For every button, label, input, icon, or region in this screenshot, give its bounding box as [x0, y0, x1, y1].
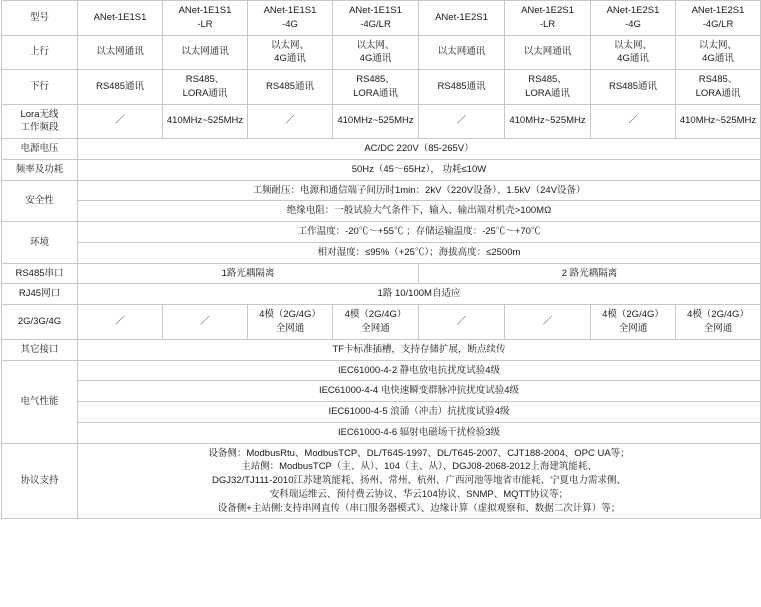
row-label-power-voltage: 电源电压 — [2, 139, 78, 160]
row-label-lora-band: Lora无线 工作频段 — [2, 104, 78, 139]
cell-model-3: ANet-1E1S1 -4G/LR — [333, 1, 419, 36]
cell-environment-line-1: 相对湿度：≤95%（+25℃）；海拔高度：≤2500m — [78, 242, 761, 263]
table-row-other-interface — [2, 339, 761, 360]
cell-uplink-5: 以太网通讯 — [505, 35, 591, 70]
cell-downlink-1: RS485、 LORA通讯 — [163, 70, 248, 105]
cell-lora-4: ／ — [419, 104, 505, 139]
cell-uplink-3: 以太网、 4G通讯 — [333, 35, 419, 70]
row-label-rj45-port: RJ45网口 — [2, 284, 78, 305]
cell-rj45-port: 1路 10/100M自适应 — [78, 284, 761, 305]
cell-cellular-7: 4模（2G/4G） 全网通 — [676, 305, 761, 340]
row-label-environment: 环境 — [2, 222, 78, 264]
table-row-emc-4 — [2, 422, 761, 443]
table-row-environment-1 — [2, 222, 761, 243]
table-row-protocol — [2, 443, 761, 519]
table-row-rj45-port — [2, 284, 761, 305]
table-row-lora-band — [2, 104, 761, 139]
cell-rs485-port-right: 2 路光耦隔离 — [419, 263, 761, 284]
cell-uplink-6: 以太网、 4G通讯 — [591, 35, 676, 70]
cell-model-5: ANet-1E2S1 -LR — [505, 1, 591, 36]
cell-downlink-2: RS485通讯 — [248, 70, 333, 105]
cell-lora-1: 410MHz~525MHz — [163, 104, 248, 139]
cell-emc-line-3: IEC61000-4-6 辐射电磁场干扰检验3级 — [78, 422, 761, 443]
cell-uplink-4: 以太网通讯 — [419, 35, 505, 70]
row-label-cellular: 2G/3G/4G — [2, 305, 78, 340]
cell-downlink-4: RS485通讯 — [419, 70, 505, 105]
cell-lora-6: ／ — [591, 104, 676, 139]
cell-emc-line-0: IEC61000-4-2 静电放电抗扰度试验4级 — [78, 360, 761, 381]
cell-environment-line-0: 工作温度：-20℃～+55℃ ；存储运输温度：-25℃～+70℃ — [78, 222, 761, 243]
cell-model-0: ANet-1E1S1 — [78, 1, 163, 36]
table-row-safety-2 — [2, 201, 761, 222]
table-row-emc-2 — [2, 381, 761, 402]
table-row-uplink — [2, 35, 761, 70]
cell-lora-3: 410MHz~525MHz — [333, 104, 419, 139]
cell-power-voltage: AC/DC 220V（85-265V） — [78, 139, 761, 160]
table-row-emc-3 — [2, 402, 761, 423]
cell-emc-line-2: IEC61000-4-5 浪涌（冲击）抗扰度试验4级 — [78, 402, 761, 423]
cell-cellular-5: ／ — [505, 305, 591, 340]
table-row-safety-1 — [2, 180, 761, 201]
cell-cellular-6: 4模（2G/4G） 全网通 — [591, 305, 676, 340]
table-row-model — [2, 1, 761, 36]
cell-cellular-0: ／ — [78, 305, 163, 340]
cell-lora-7: 410MHz~525MHz — [676, 104, 761, 139]
cell-uplink-2: 以太网、 4G通讯 — [248, 35, 333, 70]
cell-model-7: ANet-1E2S1 -4G/LR — [676, 1, 761, 36]
cell-model-4: ANet-1E2S1 — [419, 1, 505, 36]
specification-table — [1, 0, 761, 519]
protocol-line-3: 安科瑞运维云、预付费云协议、华云104协议、SNMP、MQTT协议等； — [269, 488, 569, 500]
cell-safety-line-0: 工频耐压：电源和通信端子间历时1min：2kV（220V设备）、1.5kV（24V设备） — [78, 180, 761, 201]
cell-model-2: ANet-1E1S1 -4G — [248, 1, 333, 36]
cell-downlink-5: RS485、 LORA通讯 — [505, 70, 591, 105]
cell-emc-line-1: IEC61000-4-4 电快速瞬变群脉冲抗扰度试验4级 — [78, 381, 761, 402]
cell-downlink-7: RS485、 LORA通讯 — [676, 70, 761, 105]
cell-cellular-4: ／ — [419, 305, 505, 340]
cell-model-6: ANet-1E2S1 -4G — [591, 1, 676, 36]
table-row-frequency-power — [2, 159, 761, 180]
cell-protocol — [78, 443, 761, 519]
row-label-downlink: 下行 — [2, 70, 78, 105]
row-label-uplink: 上行 — [2, 35, 78, 70]
row-label-rs485-port: RS485串口 — [2, 263, 78, 284]
cell-lora-0: ／ — [78, 104, 163, 139]
cell-rs485-port-left: 1路光耦隔离 — [78, 263, 419, 284]
cell-lora-5: 410MHz~525MHz — [505, 104, 591, 139]
table-row-environment-2 — [2, 242, 761, 263]
table-row-downlink — [2, 70, 761, 105]
cell-downlink-3: RS485、 LORA通讯 — [333, 70, 419, 105]
protocol-line-0: 设备侧：ModbusRtu、ModbusTCP、DL/T645-1997、DL/T645-2007、CJT188-2004、OPC UA等； — [208, 447, 630, 459]
row-label-protocol: 协议支持 — [2, 443, 78, 519]
row-label-model: 型号 — [2, 1, 78, 36]
row-label-frequency-power: 频率及功耗 — [2, 159, 78, 180]
cell-other-interface: TF卡标准插槽，支持存储扩展，断点续传 — [78, 339, 761, 360]
protocol-line-1: 主站侧：ModbusTCP（主、从）、104（主、从）、DGJ08-2068-2012上海建筑能耗、 — [241, 461, 597, 473]
table-row-rs485-port — [2, 263, 761, 284]
cell-lora-2: ／ — [248, 104, 333, 139]
cell-safety-line-1: 绝缘电阻：一般试验大气条件下，输入、输出端对机壳>100MΩ — [78, 201, 761, 222]
table-row-emc-1 — [2, 360, 761, 381]
cell-model-1: ANet-1E1S1 -LR — [163, 1, 248, 36]
protocol-line-4: 设备侧+主站侧:支持串网直传（串口服务器模式）、边缘计算（虚拟观察和、数据二次计算）等； — [217, 502, 621, 514]
cell-uplink-7: 以太网、 4G通讯 — [676, 35, 761, 70]
cell-cellular-2: 4模（2G/4G） 全网通 — [248, 305, 333, 340]
row-label-safety: 安全性 — [2, 180, 78, 222]
cell-cellular-3: 4模（2G/4G） 全网通 — [333, 305, 419, 340]
cell-uplink-0: 以太网通讯 — [78, 35, 163, 70]
cell-frequency-power: 50Hz（45～65Hz）， 功耗≤10W — [78, 159, 761, 180]
cell-uplink-1: 以太网通讯 — [163, 35, 248, 70]
table-row-power-voltage — [2, 139, 761, 160]
row-label-emc: 电气性能 — [2, 360, 78, 443]
row-label-other-interface: 其它接口 — [2, 339, 78, 360]
cell-cellular-1: ／ — [163, 305, 248, 340]
cell-downlink-0: RS485通讯 — [78, 70, 163, 105]
protocol-line-2: DGJ32/TJ111-2010江苏建筑能耗、扬州、常州、杭州、广西河池等地省市能耗、宁夏电力需求侧、 — [212, 475, 626, 487]
table-row-cellular — [2, 305, 761, 340]
cell-downlink-6: RS485通讯 — [591, 70, 676, 105]
